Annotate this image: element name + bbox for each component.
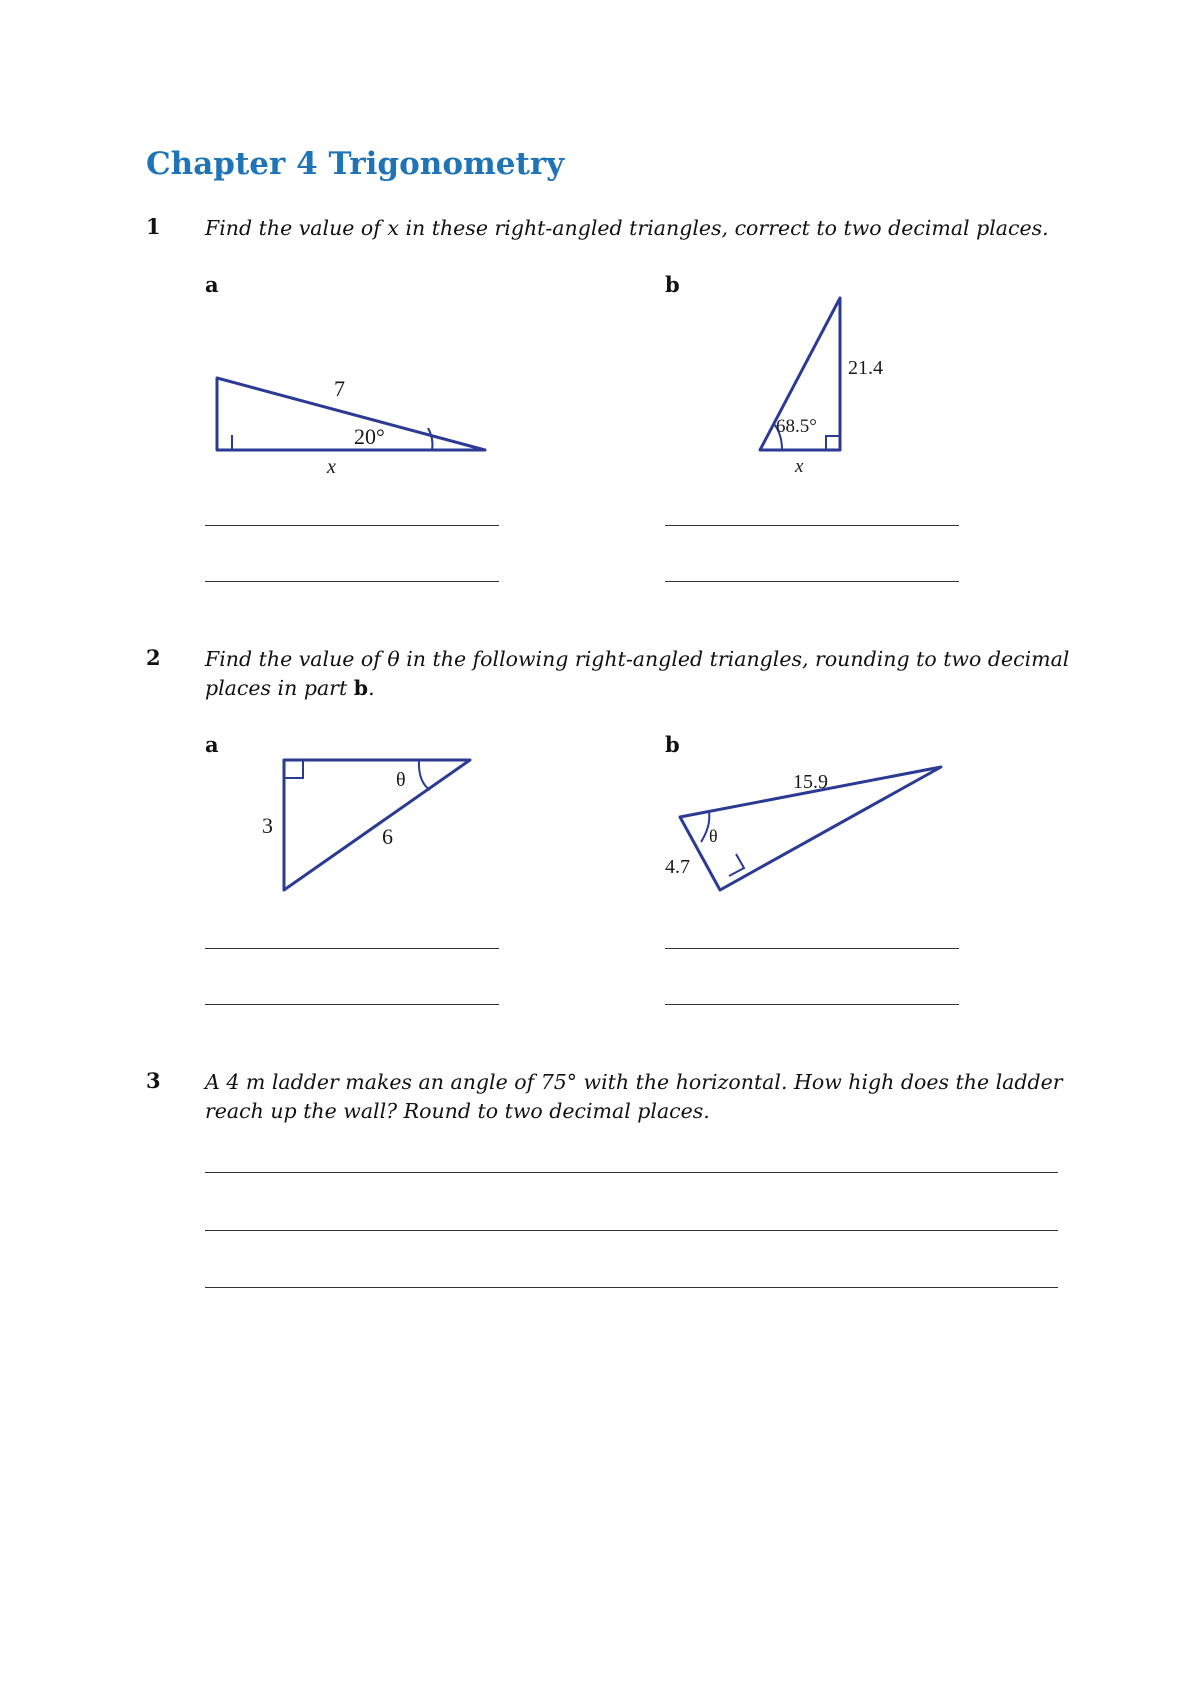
- answer-line-2a-1[interactable]: [205, 948, 499, 949]
- question-1-number: 1: [146, 214, 161, 239]
- question-2-text: [205, 645, 1069, 703]
- question-1a-label: a: [205, 272, 219, 297]
- answer-line-1b-2[interactable]: [665, 581, 959, 582]
- answer-line-1b-1[interactable]: [665, 525, 959, 526]
- triangle-2a-diagram: [240, 740, 480, 900]
- question-1b-label: b: [665, 272, 680, 297]
- answer-line-2a-2[interactable]: [205, 1004, 499, 1005]
- question-1-text: Find the value of x in these right-angled triangles, correct to two decimal places.: [205, 216, 1049, 240]
- triangle-1b-base-label: x: [795, 456, 804, 477]
- answer-line-3-1[interactable]: [205, 1172, 1058, 1173]
- question-3-number: 3: [146, 1068, 161, 1093]
- question-3-text-line1: A 4 m ladder makes an angle of 75° with the horizontal. How high does the ladder: [205, 1070, 1063, 1094]
- question-3-text: [205, 1068, 1063, 1126]
- triangle-2a-hypotenuse-label: 6: [382, 824, 393, 849]
- triangle-2b-side-label: 4.7: [665, 856, 690, 878]
- triangle-1a-diagram: [205, 360, 505, 480]
- triangle-1b-diagram: [740, 290, 900, 480]
- triangle-1a-hypotenuse-label: 7: [334, 376, 345, 401]
- triangle-2b-diagram: [660, 755, 960, 905]
- triangle-2b-angle-label: θ: [709, 826, 718, 846]
- question-2-text-line1: Find the value of θ in the following right-angled triangles, rounding to two decimal: [205, 647, 1070, 671]
- triangle-2b-hypotenuse-label: 15.9: [793, 771, 828, 793]
- page-title: Chapter 4 Trigonometry: [146, 146, 565, 182]
- question-2-part-ref: b: [353, 676, 369, 700]
- answer-line-2b-2[interactable]: [665, 1004, 959, 1005]
- question-2-text-line2: places in part b.: [205, 676, 375, 700]
- triangle-1b-side-label: 21.4: [848, 357, 883, 379]
- triangle-1b-angle-label: 68.5°: [776, 416, 817, 437]
- answer-line-2b-1[interactable]: [665, 948, 959, 949]
- answer-line-1a-2[interactable]: [205, 581, 499, 582]
- question-2b-label: b: [665, 732, 680, 757]
- triangle-1a-angle-label: 20°: [354, 424, 385, 449]
- answer-line-3-3[interactable]: [205, 1287, 1058, 1288]
- question-2a-label: a: [205, 732, 219, 757]
- triangle-2a-angle-label: θ: [396, 769, 406, 791]
- answer-line-3-2[interactable]: [205, 1230, 1058, 1231]
- answer-line-1a-1[interactable]: [205, 525, 499, 526]
- triangle-1a-base-label: x: [327, 456, 336, 478]
- question-3-text-line2: reach up the wall? Round to two decimal places.: [205, 1099, 710, 1123]
- question-2-number: 2: [146, 645, 161, 670]
- triangle-2a-side-label: 3: [262, 813, 273, 838]
